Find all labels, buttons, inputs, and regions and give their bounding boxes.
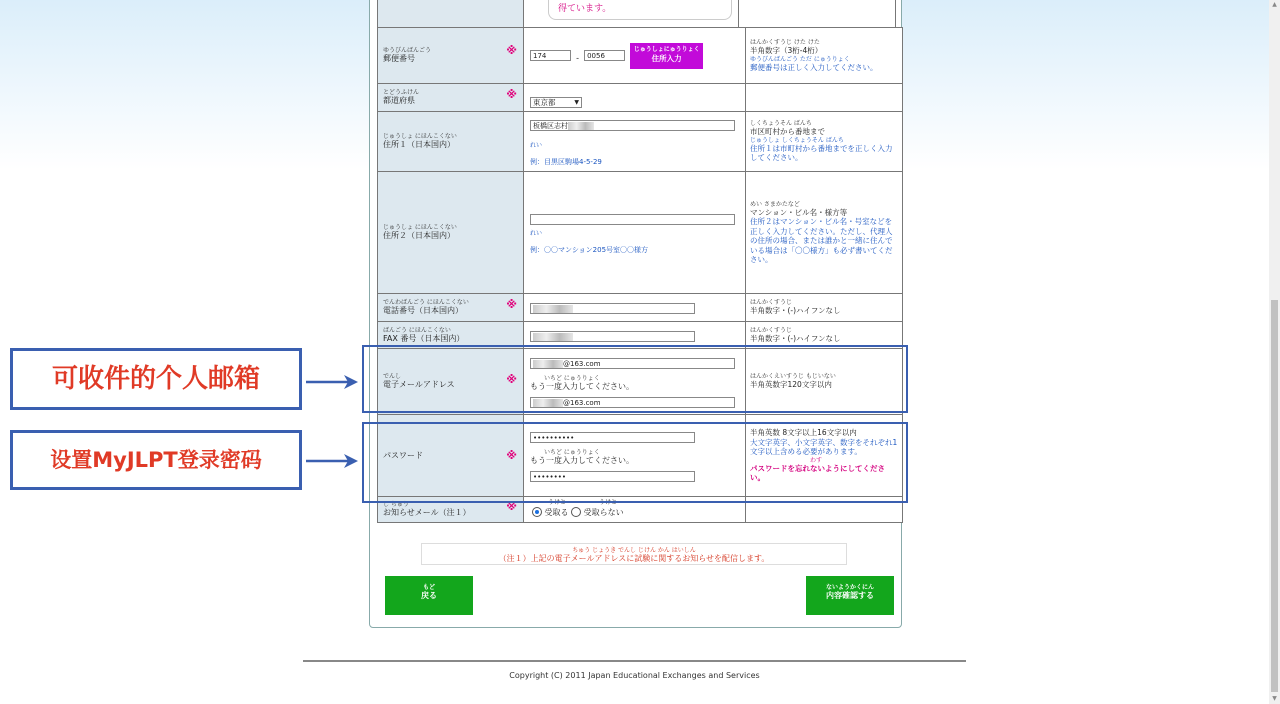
scroll-down-icon[interactable]: ▼ — [1272, 695, 1277, 702]
scrollbar[interactable] — [1269, 0, 1280, 704]
postal-code-1-input[interactable]: 174 — [530, 50, 571, 61]
footnote: ちゅう じょうき でんし じけん かん はいしん （注１）上記の電子メールアドレスに試験に関するお知らせを配信します。 — [421, 543, 847, 565]
prefecture-select[interactable]: 東京都 ▼ — [530, 97, 582, 108]
address2-label: 住所２（日本国内） — [383, 231, 455, 240]
row-postal: ゆうびんばんごう 郵便番号 ※ 174 - 0056 じゅうしょにゅうりょく 住所入力 はんかくすうじ けた けた 半角数字（3桁-4桁） ゆうびんばんごう ただ にゅうりょく 郵便番号は正しく入力してください。 — [378, 28, 903, 84]
row-fax: ばんごう にほんこくない FAX 番号（日本国内） はんかくすうじ 半角数字・(-)ハイフンなし — [378, 322, 903, 349]
password-note: 半角英数 8文字以上16文字以内 大文字英字、小文字英字、数字をそれぞれ1文字以上含める必要があります。 わす パスワードを忘れないようにしてください。 — [750, 428, 898, 483]
required-mark: ※ — [506, 449, 517, 462]
scrollbar-thumb[interactable] — [1271, 300, 1278, 692]
address1-example: 例：目黒区駒場4-5-29 — [530, 158, 602, 166]
row-address2: じゅうしょ にほんこくない 住所２（日本国内） れい 例：〇〇マンション205号室〇〇様方 めい さまかたなど マンション・ビル名・様方等 住所２はマンション・ビル名・号室などを正しく入力してください。ただし、代理人の住所の場合、または誰かと一緒に住んでいる場合は「〇〇様方」も必ず書いてください。 — [378, 172, 903, 294]
password-highlight-box — [362, 422, 908, 503]
postal-note: はんかくすうじ けた けた 半角数字（3桁-4桁） ゆうびんばんごう ただ にゅうりょく 郵便番号は正しく入力してください。 — [750, 39, 878, 72]
email-label: 電子メールアドレス — [383, 380, 455, 389]
password-callout: 设置MyJLPT登录密码 — [10, 430, 302, 490]
address2-input[interactable] — [530, 214, 735, 225]
required-mark: ※ — [506, 44, 517, 57]
footer-divider — [303, 660, 966, 662]
back-button[interactable]: もど 戻る — [385, 576, 473, 615]
address-lookup-button[interactable]: じゅうしょにゅうりょく 住所入力 — [630, 43, 703, 69]
row-notice-mail: し ちゅう お知らせメール（注１） ※ うけと うけと 受取る 受取らない — [378, 497, 903, 523]
email-confirm-label: いちど にゅうりょく もう一度入力してください。 — [530, 375, 634, 391]
password-confirm-input[interactable]: •••••••• — [530, 471, 695, 482]
address1-input[interactable]: 板橋区志村 — [530, 120, 735, 131]
email-note: はんかくえいすうじ もじいない 半角英数字120文字以内 — [750, 373, 836, 390]
password-label: パスワード — [383, 450, 423, 460]
notice-receive-radio[interactable] — [532, 507, 542, 517]
required-mark: ※ — [506, 298, 517, 311]
row-prefecture: とどうふけん 都道府県 ※ 東京都 ▼ — [378, 84, 903, 112]
phone-label: 電話番号（日本国内） — [383, 306, 463, 315]
confirm-content-button[interactable]: ないようかくにん 内容確認する — [806, 576, 894, 615]
address1-note: しくちょうそん ばんち 市区町村から番地まで じゅうしょ しくちょうそん ばんち 住所１は市町村から番地までを正しく入力してください。 — [750, 120, 893, 163]
form-panel — [369, 0, 902, 628]
password-confirm-label: いちど にゅうりょく もう一度入力してください。 — [530, 449, 634, 465]
postal-label: 郵便番号 — [383, 54, 415, 63]
required-mark: ※ — [506, 373, 517, 386]
row-phone: でんわばんごう にほんこくない 電話番号（日本国内） ※ はんかくすうじ 半角数字・(-)ハイフンなし — [378, 294, 903, 322]
address2-example: 例：〇〇マンション205号室〇〇様方 — [530, 246, 649, 254]
copyright: Copyright (C) 2011 Japan Educational Exchanges and Services — [509, 671, 760, 680]
postal-code-2-input[interactable]: 0056 — [584, 50, 625, 61]
row-address1: じゅうしょ にほんこくない 住所１（日本国内） 板橋区志村 れい 例：目黒区駒場4-5-29 しくちょうそん ばんち 市区町村から番地まで じゅうしょ しくちょうそん ばんち 住所１は市町村から番地までを正しく入力してください。 — [378, 112, 903, 172]
phone-note: はんかくすうじ 半角数字・(-)ハイフンなし — [750, 299, 841, 316]
row-email: でんし 電子メールアドレス ※ @163.com いちど にゅうりょく もう一度入力してください。 @163.com はんかくえいすうじ もじいない 半角英数字120文字以内 — [378, 349, 903, 415]
top-note: 得ています。 — [558, 4, 612, 14]
chevron-down-icon: ▼ — [574, 99, 579, 106]
email-highlight-box — [362, 345, 908, 413]
phone-input[interactable] — [530, 303, 695, 314]
scroll-up-icon[interactable]: ▲ — [1272, 1, 1277, 8]
email-confirm-input[interactable]: @163.com — [530, 397, 735, 408]
password-input[interactable]: •••••••••• — [530, 432, 695, 443]
top-note-box — [548, 0, 732, 20]
prefecture-label: 都道府県 — [383, 96, 415, 105]
notice-mail-label: お知らせメール（注１） — [383, 508, 471, 517]
fax-label: FAX 番号（日本国内） — [383, 333, 465, 343]
email-input[interactable]: @163.com — [530, 358, 735, 369]
required-mark: ※ — [506, 88, 517, 101]
address2-note: めい さまかたなど マンション・ビル名・様方等 住所２はマンション・ビル名・号室などを正しく入力してください。ただし、代理人の住所の場合、または誰かと一緒に住んでいる場合は「〇〇様方」も必ず書いてください。 — [750, 200, 893, 264]
required-mark: ※ — [506, 500, 517, 513]
email-callout: 可收件的个人邮箱 — [10, 348, 302, 410]
address1-label: 住所１（日本国内） — [383, 140, 455, 149]
password-arrow-icon — [304, 451, 360, 471]
fax-note: はんかくすうじ 半角数字・(-)ハイフンなし — [750, 326, 841, 343]
fax-input[interactable] — [530, 331, 695, 342]
notice-decline-radio[interactable] — [571, 507, 581, 517]
email-arrow-icon — [304, 372, 360, 392]
